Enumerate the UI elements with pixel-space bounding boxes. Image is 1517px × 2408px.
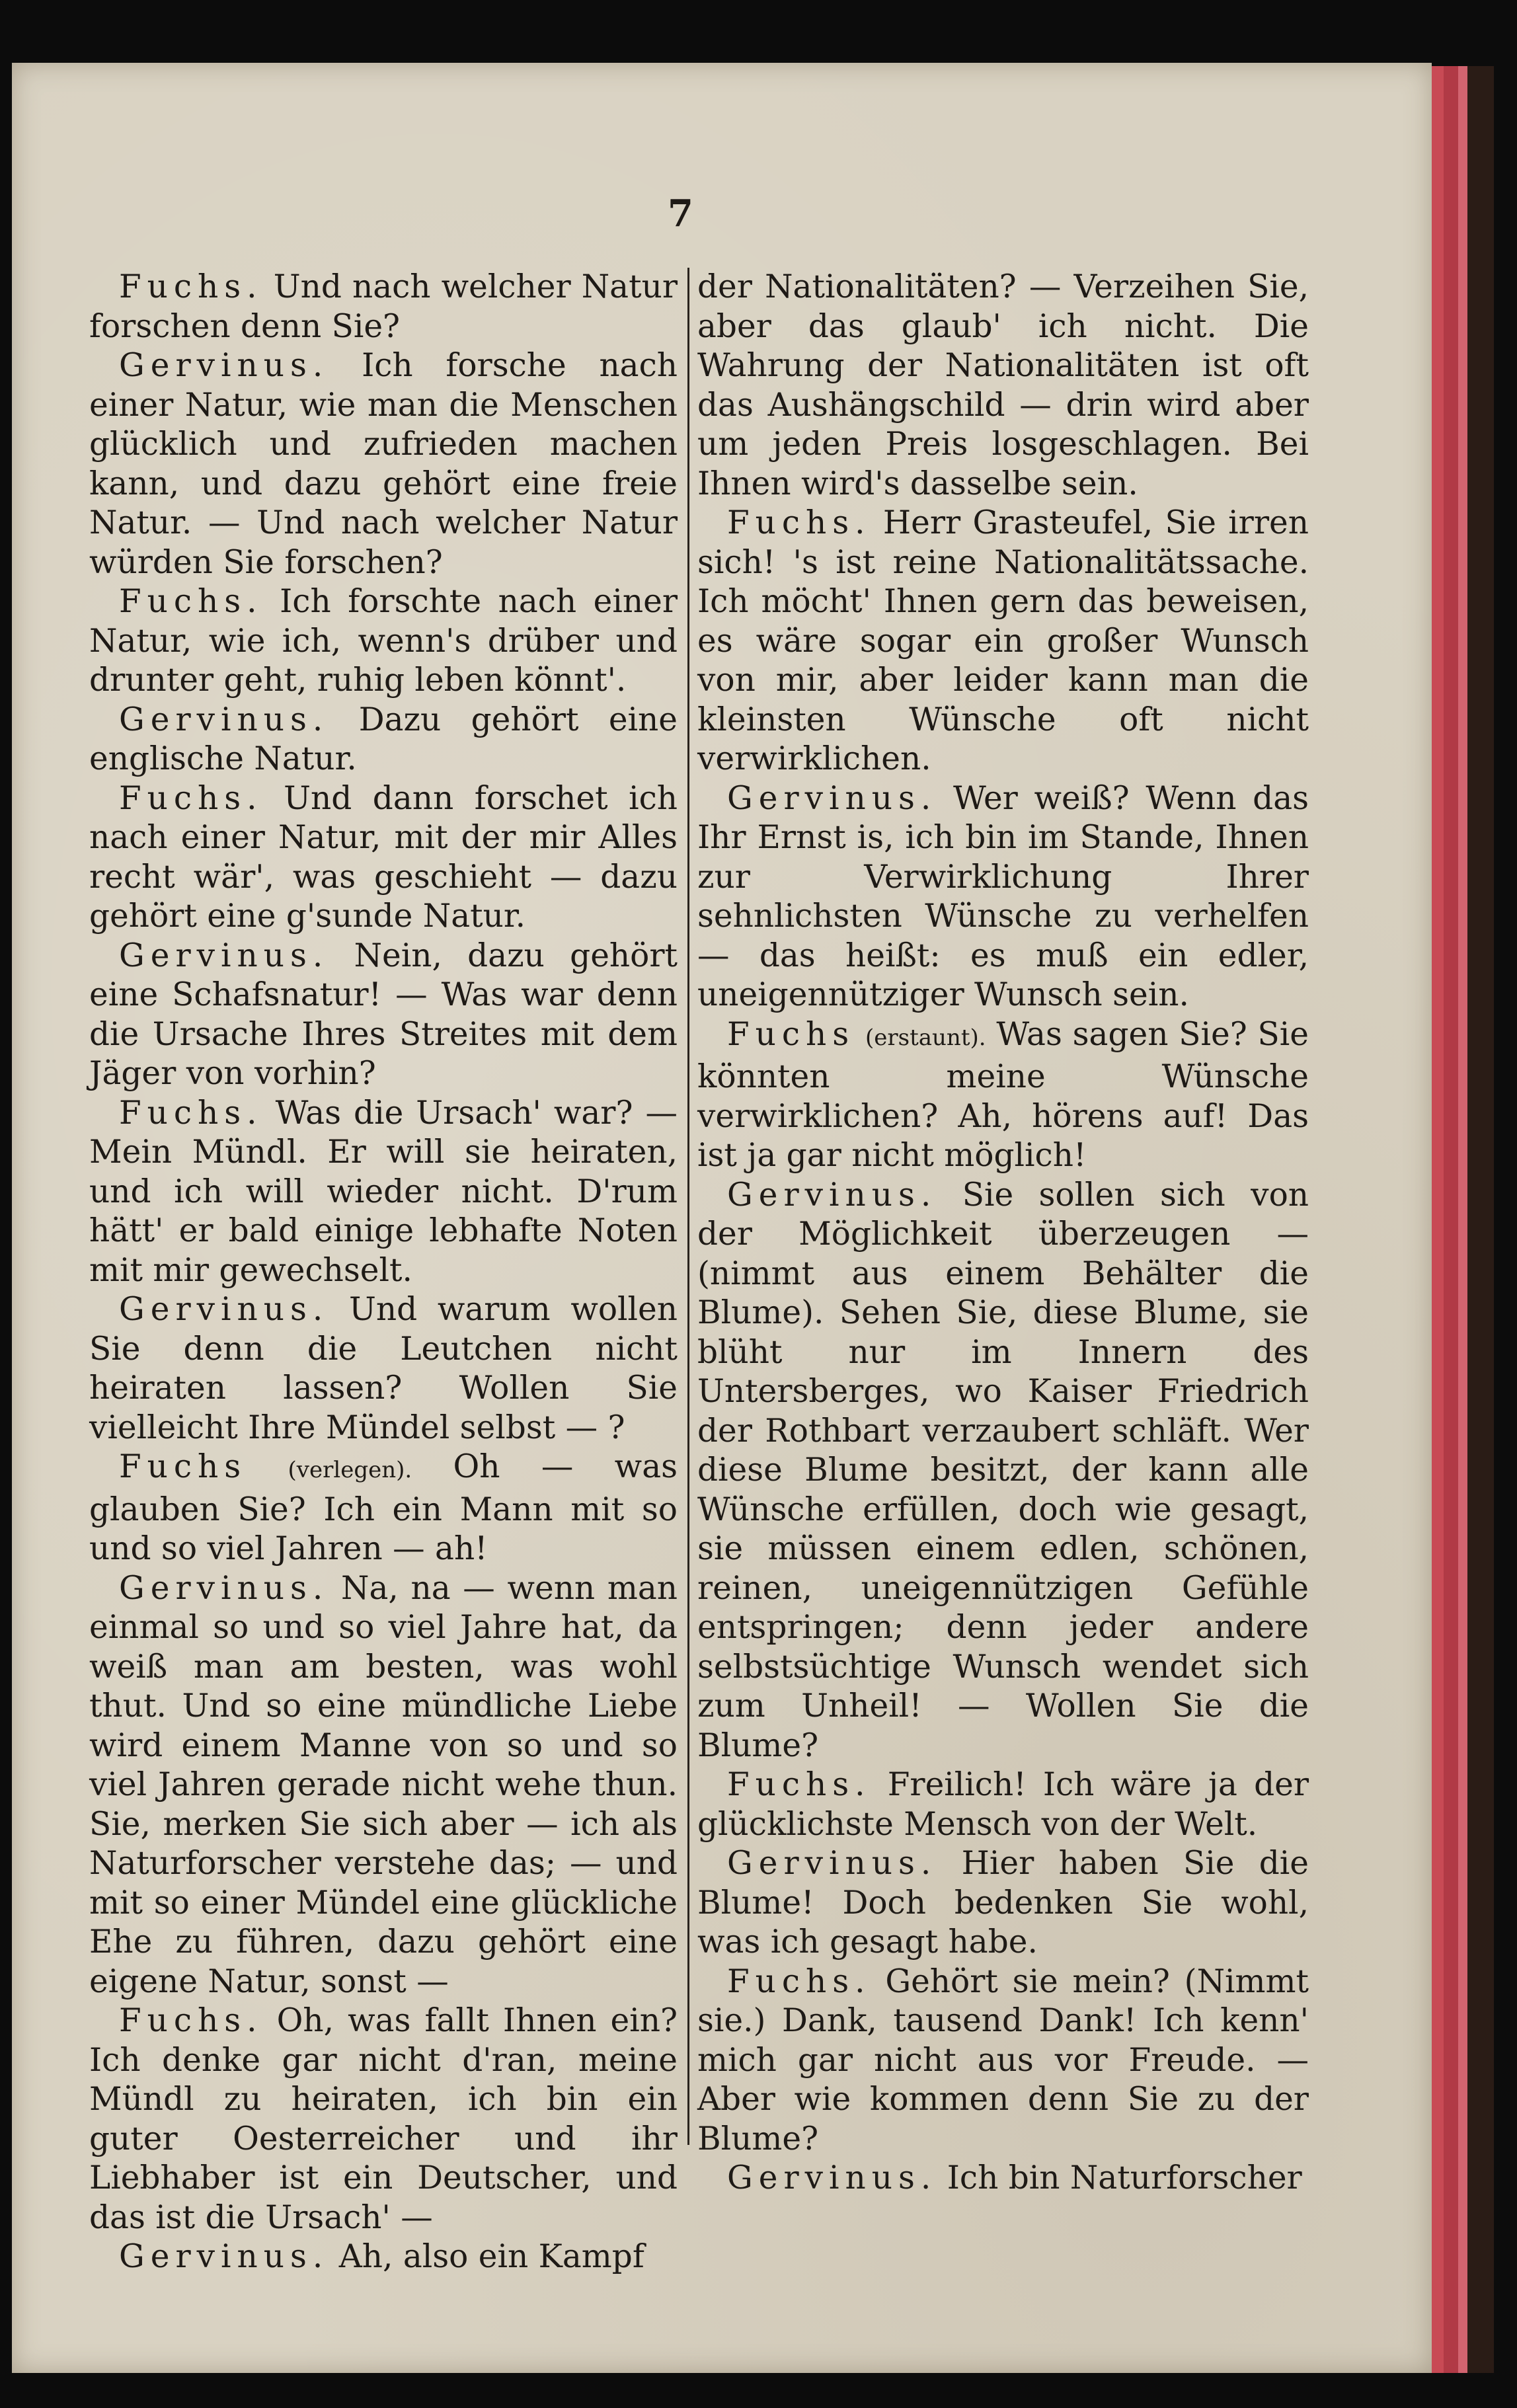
- dialogue-text: Hier haben Sie die Blume! Doch bedenken Sie wohl, was ich gesagt habe.: [697, 1845, 1309, 1961]
- dialogue-paragraph: [697, 2159, 1309, 2198]
- speaker-name: Gervinus.: [119, 347, 329, 384]
- dialogue-paragraph: [89, 1569, 678, 2002]
- speaker-name: Fuchs: [119, 1448, 247, 1485]
- dialogue-text: Und dann forschet ich nach einer Natur, mit der mir Alles recht wär', was geschieht — dazu gehört eine g'sunde Natur.: [89, 779, 678, 935]
- dialogue-text: Ich forschte nach einer Natur, wie ich, wenn's drüber und drunter geht, ruhig leben könnt'.: [89, 583, 678, 699]
- dialogue-text: Gehört sie mein? (Nimmt sie.) Dank, tausend Dank! Ich kenn' mich gar nicht aus vor Freude. — Aber wie kommen denn Sie zu der Blume?: [697, 1962, 1309, 2157]
- right-column: [697, 268, 1309, 2198]
- left-column: [89, 268, 678, 2277]
- speaker-name: Fuchs.: [727, 1962, 871, 2000]
- dialogue-text: Und warum wollen Sie denn die Leutchen nicht heiraten lassen? Wollen Sie vielleicht Ihre Mündel selbst — ?: [89, 1291, 678, 1446]
- stage-direction: (erstaunt).: [865, 1024, 986, 1051]
- dialogue-paragraph: [697, 1844, 1309, 1962]
- dialogue-paragraph: [89, 1094, 678, 1291]
- dialogue-paragraph: [697, 1176, 1309, 1766]
- dialogue-paragraph: [697, 504, 1309, 779]
- dialogue-paragraph: [89, 2237, 678, 2277]
- dialogue-paragraph: [89, 1448, 678, 1569]
- dialogue-text: Ich forsche nach einer Natur, wie man die Menschen glücklich und zufrieden machen kann, und dazu gehört eine freie Natur. — Und nach welcher Natur würden Sie forschen?: [89, 347, 678, 581]
- dialogue-text: Wer weiß? Wenn das Ihr Ernst is, ich bin im Stande, Ihnen zur Verwirklichung Ihrer sehnlichsten Wünsche zu verhelfen — das heißt: es muß ein edler, uneigennütziger Wunsch sein.: [697, 779, 1309, 1013]
- column-divider: [687, 268, 689, 2145]
- speaker-name: Gervinus.: [119, 701, 329, 738]
- dialogue-paragraph: [697, 1766, 1309, 1844]
- dialogue-paragraph: [89, 701, 678, 779]
- speaker-name: Gervinus.: [119, 1569, 329, 1607]
- dialogue-text: Oh, was fallt Ihnen ein? Ich denke gar nicht d'ran, meine Mündl zu heiraten, ich bin ein guter Oesterreicher und ihr Liebhaber ist ein Deutscher, und das ist die Ursach' —: [89, 2002, 678, 2236]
- dialogue-paragraph: [89, 582, 678, 701]
- speaker-name: Fuchs.: [119, 1094, 263, 1132]
- background-edge: [1494, 66, 1517, 2373]
- dialogue-text: Was sagen Sie? Sie könnten meine Wünsche verwirklichen? Ah, hörens auf! Das ist ja gar nicht möglich!: [697, 1015, 1309, 1174]
- book-edge-red: [1432, 66, 1444, 2373]
- dialogue-paragraph: [89, 1290, 678, 1448]
- dialogue-text: Was die Ursach' war? — Mein Mündl. Er will sie heiraten, und ich will wieder nicht. D'rum hätt' er bald einige lebhafte Noten mit mir gewechselt.: [89, 1094, 678, 1289]
- speaker-name: Gervinus.: [727, 2159, 937, 2196]
- speaker-name: Fuchs.: [119, 779, 263, 817]
- speaker-name: Gervinus.: [119, 2238, 329, 2275]
- dialogue-text: Freilich! Ich wäre ja der glücklichste Mensch von der Welt.: [697, 1766, 1309, 1843]
- dialogue-paragraph: [89, 937, 678, 1094]
- speaker-name: Gervinus.: [727, 779, 937, 817]
- dialogue-paragraph: [697, 1015, 1309, 1176]
- stage-direction: (verlegen).: [288, 1457, 412, 1483]
- speaker-name: Fuchs.: [119, 583, 263, 620]
- dialogue-text: Dazu gehört eine englische Natur.: [89, 701, 678, 777]
- dialogue-paragraph: [89, 268, 678, 346]
- dialogue-text: Oh — was glauben Sie? Ich ein Mann mit so und so viel Jahren — ah!: [89, 1448, 678, 1567]
- speaker-name: Gervinus.: [119, 937, 329, 974]
- dialogue-paragraph: [89, 2001, 678, 2237]
- book-cover-edge: [1467, 66, 1494, 2373]
- speaker-name: Gervinus.: [727, 1845, 937, 1882]
- book-edge-red-light: [1458, 66, 1467, 2373]
- dialogue-text: Und nach welcher Natur forschen denn Sie?: [89, 268, 678, 345]
- dialogue-paragraph: [89, 779, 678, 937]
- dialogue-text: Nein, dazu gehört eine Schafsnatur! — Was war denn die Ursache Ihres Streites mit dem Jäger von vorhin?: [89, 937, 678, 1092]
- speaker-name: Fuchs.: [727, 504, 871, 541]
- dialogue-text: Na, na — wenn man einmal so und so viel Jahre hat, da weiß man am besten, was wohl thut. Und so eine mündliche Liebe wird einem Manne von so und so viel Jahren gerade nicht wehe thun. Sie, merken Sie sich aber — ich als Naturforscher verstehe das; — und mit so einer Mündel eine glückliche Ehe zu führen, dazu gehört eine eigene Natur, sonst —: [89, 1569, 678, 2000]
- speaker-name: Fuchs: [727, 1015, 855, 1053]
- dialogue-paragraph: [697, 779, 1309, 1015]
- page-number: 7: [668, 192, 693, 235]
- dialogue-paragraph: [697, 1962, 1309, 2159]
- dialogue-paragraph: [89, 346, 678, 582]
- speaker-name: Fuchs.: [119, 268, 263, 305]
- book-edge-red-dark: [1444, 66, 1458, 2373]
- dialogue-text: der Nationalitäten? — Verzeihen Sie, aber das glaub' ich nicht. Die Wahrung der Nationalitäten ist oft das Aushängschild — drin wird aber um jeden Preis losgeschlagen. Bei Ihnen wird's dasselbe sein.: [697, 268, 1309, 502]
- dialogue-text: Herr Grasteufel, Sie irren sich! 's ist reine Nationalitätssache. Ich möcht' Ihnen gern das beweisen, es wäre sogar ein großer Wunsch von mir, aber leider kann man die kleinsten Wünsche oft nicht verwirklichen.: [697, 504, 1309, 777]
- speaker-name: Fuchs.: [727, 1766, 871, 1803]
- dialogue-text: Ah, also ein Kampf: [338, 2238, 644, 2275]
- dialogue-paragraph: [697, 268, 1309, 504]
- dialogue-text: Sie sollen sich von der Möglichkeit überzeugen — (nimmt aus einem Behälter die Blume). Sehen Sie, diese Blume, sie blüht nur im Innern des Untersberges, wo Kaiser Friedrich der Rothbart verzaubert schläft. Wer diese Blume besitzt, der kann alle Wünsche erfüllen, doch wie gesagt, sie müssen einem edlen, schönen, reinen, uneigennützigen Gefühle entspringen; denn jeder andere selbstsüchtige Wunsch wendet sich zum Unheil! — Wollen Sie die Blume?: [697, 1176, 1309, 1764]
- speaker-name: Gervinus.: [119, 1291, 329, 1328]
- dialogue-text: Ich bin Naturforscher: [947, 2159, 1302, 2196]
- speaker-name: Gervinus.: [727, 1176, 937, 1214]
- speaker-name: Fuchs.: [119, 2002, 263, 2039]
